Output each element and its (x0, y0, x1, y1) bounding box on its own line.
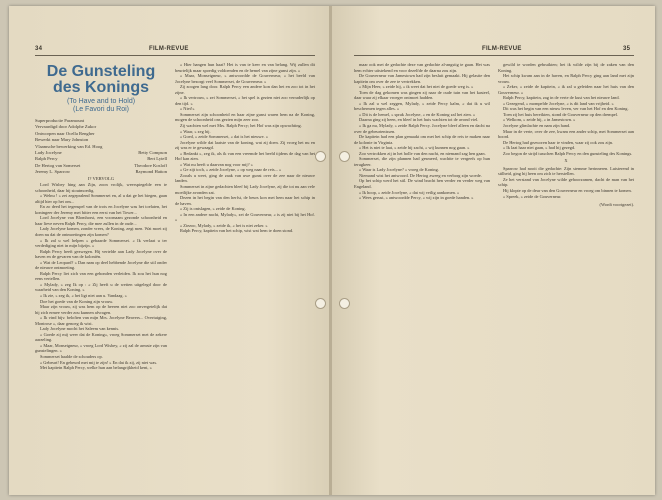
paragraph: Niemand wist het antwoord. De Hertog zweeg en verborg zijn woede. (359, 172, 482, 178)
left-column-1-text (35, 182, 167, 371)
paragraph: Met kapitein Ralph Percy, welke hun aan belangrijkheid kent, » (40, 365, 152, 371)
section-mark-right: X (564, 158, 568, 164)
right-column-2-text-after (498, 166, 634, 199)
paragraph: « Ik zal u wel helpen » gebaarde Sommerset. « Ik verlaat u ter verdediging niet in mijn bijzijn. » (35, 237, 167, 249)
paragraph: Zoo vertrokken zij in het holle van den nacht, en niemand zag hen gaan. (359, 150, 486, 156)
title-line-2: des Konings (52, 79, 149, 96)
paragraph: Ralph Percy, kapitein van het schip, wist wat hem te doen stond. (180, 228, 294, 234)
paragraph: maar ook met de gedachte deze van gedachte al-angstig te gaan. Het was hem echter uitstekend en voor dezelfde de daarna zou zijn. (354, 62, 490, 73)
paragraph: « Goede zij mij weer dat de Koning», vroeg Sommerset met de zekere aarzeling. (35, 331, 167, 343)
subtitle-line-1: (To Have and to Hold) (66, 98, 136, 105)
paragraph: Toen zij het huis bereikten, stond de Gouverneur op den drempel. (503, 111, 619, 117)
paragraph: « Ik laat haar niet gaan, » had hij gezegd. (503, 145, 576, 151)
paragraph: « Niet!» (180, 106, 195, 112)
paragraph: « Gezegend, » mompelde Jocelyne, « is dit land van vrijheid. » (503, 100, 614, 106)
paragraph: « Ik zal u wel zeggen, Mylady, » zeide Percy kalm, « dat ik u wil beschermen tegen alles. » (354, 100, 490, 112)
paragraph: « Wat nu heeft u daarvan nog voor mij? » (180, 161, 253, 167)
paragraph: « Ik vertrouw, » zei Sommerset, « het spel is gezien niet zoo verraderlijk op den tijd. » (175, 95, 315, 106)
paragraph: De Hertog had gezworen haar te vinden, waar zij ook zou zijn. (503, 139, 614, 145)
running-head-right: FILM-REVUE (482, 46, 522, 52)
left-column-2 (175, 62, 315, 480)
paragraph: Sommerset zijn schoonheid en haar zijne gunst waren hem na de Koning, mogen de schoonheid ons gezien mijn zeer zoo. (175, 111, 315, 123)
paragraph: « Welkom, » zeide hij, « in Jamestown. » (503, 117, 576, 123)
paragraph: « Bedankt », zeg ik, als ik van een vreemde het beeld tijdens de dag van het Hof kan zien. (175, 150, 315, 162)
left-column-2-text (175, 62, 315, 234)
paragraph: Ralph Percy, kapitein, zag in de verte de kust van het nieuwe land. (503, 95, 620, 101)
paragraph: « Goed, » zeide Sommerset, « dat is het nieuwe. » (180, 134, 268, 140)
paragraph: « Mylady, » zeg Ik op : « Zij heeft u de wetten uitgelegd door de waarheid van den Koning. » (35, 281, 167, 293)
paragraph: Toen de dag gekomen was gingen zij naar de oude tuin van het kasteel, daar waar zij elkaar vroeger ontmoet hadden. (354, 89, 490, 101)
paragraph: « Mijn Heer, » zeide hij, « ik weet dat het niet de goede weg is. » (359, 84, 474, 90)
paragraph: Lord Wisbey hing aan Zijn, zoon vrolijk, weerspiegelde een te schoonheid, daar hij stoutmoedig. (35, 182, 167, 193)
paragraph: « Hier hangen hun haat? Het is van te keer en van belang. Wij zullen dit beurtelijk maar spoedig voldoenden en de hemel van zijne gunst zijn. » (175, 62, 315, 73)
cast-role: Lady Jocelyne (35, 150, 62, 156)
paragraph: En zo deed het tegenspel van de trots en Jocelyne was het toelaten, het koningeer der Jeremy met bitter een eerst van het Tower... (35, 204, 167, 215)
credit-line: Vlaamsche bewerking van Ed. Hoog (35, 143, 103, 149)
paragraph: Dit was het begin van een nieuw leven, ver van het Hof en den Koning. (503, 106, 629, 112)
page-number-left: 34 (35, 46, 43, 52)
paragraph: Doe het goede van de Koning zijn vrouw. (40, 298, 114, 304)
paragraph: Sommerset haalde de schouders op. (40, 354, 103, 360)
paragraph: Jocelyne wilde dat laatste van de koning, wat zij doen. Zij vroeg het nu en zij was er te gewaagd. (175, 139, 315, 151)
article-title (35, 64, 167, 96)
paragraph: « Spreek, » zeide de Gouverneur. (503, 193, 562, 199)
paragraph: gewild te worden gebruikten; het ik wilde zijn bij de zaken van den Koning. (498, 62, 634, 73)
cast-actor: Theodore Kosloff (134, 162, 167, 168)
right-column-2-text (498, 62, 634, 156)
paragraph: « Maar, Monseigneur, » antwoordde de Gouverneur, « het beeld van Jocelyne bezorgt veel Sommerset, de Gouverneur. » (175, 73, 315, 84)
paragraph: « Waar is Lady Jocelyne? » vroeg de Koning. (359, 167, 439, 173)
credit-line: Bewerkt naar Mary Johnston (35, 137, 89, 143)
cast-role: Jeremy L. Sparrow (35, 169, 71, 175)
binding-hole (315, 151, 326, 162)
credit-line: Superproductie Paramount (35, 118, 85, 123)
paragraph: Het schip kwam aan in de haven, en Ralph Percy ging aan land met zijn vrouw. (498, 73, 634, 84)
paragraph: « Ik hoop, » zeide Jocelyne, « dat wij veilig aankomen. » (359, 189, 460, 195)
cast-role: De Hertog van Somerset (35, 162, 81, 168)
paragraph: « Zij is ontslagen, » zeide de Koning. (180, 206, 246, 212)
cast-actor: Raymond Hatton (135, 169, 167, 175)
paragraph: Zoo begon de strijd tusschen Ralph Percy en den gunsteling des Konings. (503, 150, 633, 156)
paragraph: Lady Jocelyne komen, zonder vrees, de Koning, zegt men. Wat moet zij doen nu dat de ontmoetingen zijn komen? (35, 226, 167, 237)
header-rule-left (35, 55, 315, 56)
credit-line: Vervaardigd door Adolphe Zukor (35, 124, 97, 130)
paragraph: Zij wachten wel met Mrs. Ralph Percy; het Hof was zijn opwachting. (180, 123, 302, 129)
binding-hole (339, 298, 350, 309)
right-column-1-text (354, 62, 490, 201)
title-line-1: De Gunsteling (46, 63, 156, 80)
paragraph: Sommerset in zijne gedachten bleef bij Lady Jocelyne, zij die tot nu aan vele moeilijke avonden zat. (175, 184, 315, 195)
paragraph: Maar in de verte, over de zee, kwam een ander schip, met Sommerset aan boord. (498, 128, 634, 140)
paragraph: Lady Jocelyne mocht het Saleem van kennis. (40, 326, 120, 332)
paragraph: Ze het verstand van Jocelyne wilde gehoorzamen, dacht de man van het schip. (498, 176, 634, 188)
paragraph: Ralph Percy heeft gezwegen. Hij vertelde aan Lady Jocelyne over de haven en de gevaren van de koloniën. (35, 248, 167, 260)
subtitle-line-2: (Le Favori du Roi) (72, 106, 130, 113)
paragraph: De kapitein had een plan gemaakt om met het schip de reis te maken naar de kolonie in Virginia. (354, 134, 490, 145)
paragraph: « Waar, » zeg hij. (180, 128, 211, 134)
paragraph: « Gebeurt! En gebeurd met mij te zijn! » En dat ik zij, zij niet was. (40, 359, 158, 365)
right-page (332, 6, 655, 495)
binding-hole (339, 151, 350, 162)
paragraph: Dezen in het begin van den herfst, de beurs kon met hem naar het schip in de haven. (175, 195, 315, 206)
paragraph: De Gouverneur van Jamestown had zijn besluit gemaakt. Hij gelastte den kapitein om over de zee te vertrekken. (354, 73, 490, 84)
paragraph: « Zeker, » zeide de kapitein, « ik zal u geleiden naar het huis van den Gouverneur. » (498, 84, 634, 95)
page-number-right: 35 (623, 46, 631, 52)
paragraph: Jocelyne glimlachte en nam zijn hand. (503, 123, 571, 129)
paragraph: « Ik zie, » zeg ik, « het ligt niet aan u. Vandaag. » (40, 293, 127, 298)
paragraph: « Ziezoo, Mylady, » zeide ik, « het is niet zeker. » (180, 222, 268, 228)
left-column-1 (35, 62, 167, 480)
cast-role: Ralph Percy (35, 156, 58, 162)
header-rule-right (354, 55, 634, 56)
paragraph: Sparrow had nooit die gedachte: Zijn stemme herinneren. Luisterend in stilheid, ging hij heen om zich te herstellen. (498, 165, 634, 177)
paragraph: « Dit is de hemel, » sprak Jocelyne, « en de Koning zal het zien. » (359, 111, 476, 117)
credits-block (35, 118, 167, 182)
running-head-left: FILM-REVUE (149, 46, 189, 52)
paragraph: « Het is niet te laat, » zeide hij zacht, « wij kunnen nog gaan. » (359, 145, 470, 151)
paragraph: Zij zoogen lang door. Ralph Percy een andere kon dan het en zoo tot in het zijne. (175, 84, 315, 95)
paragraph: Daarna ging zij heen, en bleef in het huis wachten tot de avond viel. (359, 117, 479, 123)
cast-actor: Bert Lytell (147, 156, 167, 162)
credit-line: Ontworpen naar Ocella Rengher (35, 130, 95, 136)
left-page (9, 6, 331, 495)
paragraph: « Wees gerust, » antwoordde Percy, « wij zijn in goede handen. » (359, 195, 474, 201)
paragraph: Maar zijn vrouw, zij was hem op de heeren niet zoo onvergetelijk dat hij zich ermee verder zou kunnen afvragen. (35, 304, 167, 315)
right-column-2 (498, 62, 634, 480)
paragraph: « Ik vind bijv. beloften van mijn Mrs. Jocelyne Beavers... Overtuiging, Montrose », daar genoeg ik wist. (35, 315, 167, 326)
paragraph: « In een andere nacht, Mylady», zei de Gouverneur, « is zij niet bij het Hof. » (175, 211, 315, 223)
paragraph: Lord Jocelyne van Blomhorst, een voornaam gezonde schoonheid en haar lieve neven Ralph Percy, die mee zullen in de oude... (35, 215, 167, 226)
binding-hole (315, 298, 326, 309)
paragraph: Hij klopte op de deur van den Gouverneur en vroeg om binnen te komen. (503, 188, 632, 194)
paragraph: Zooals u weet, ging de zaak van uwe gunst over de zee naar de nieuwe landen. (175, 172, 315, 184)
paragraph: « Welnu ! » zei zegepralend Sommerset en, al u dat ge het biegen, gaan altijd hier op het ons... (35, 193, 167, 204)
continued-note: (Wordt voortgezet). (599, 202, 634, 208)
paragraph: Sommerset, die zijn plannen had gesmeed, wachtte te vergeefs op hun terugkeer. (354, 156, 490, 167)
right-column-1 (354, 62, 490, 480)
paragraph: Op het schip werd het stil. De wind bracht hen verder en verder weg van Engeland. (354, 178, 490, 190)
cast-actor: Betty Compson (138, 150, 167, 156)
magazine-spread (9, 6, 655, 495)
paragraph: « Wat de Leopard? » Dan nam op deel hebbende Jocelyne die stil onder de nieuwe ontmoeting. (35, 259, 167, 271)
section-mark: I? VERVOLG (87, 175, 115, 181)
article-subtitle (35, 98, 167, 114)
paragraph: « Ik ga nu, Mylady, » zeide Ralph Percy. Jocelyne bleef alleen en dacht na over de gebeurtenissen. (354, 123, 490, 134)
paragraph: Ralph Percy liet zich van een gebonden verleiden. Ik zou het hun nog eens vertellen. (35, 270, 167, 282)
paragraph: « Ge zijt toch, » zeide Jocelyne, « op weg naar de reis... » (180, 167, 282, 173)
paragraph: « Maar, Monseigneur, » vroeg Lord Wisbey, « zij zal de armste zijn van gunstelingen. » (35, 342, 167, 354)
